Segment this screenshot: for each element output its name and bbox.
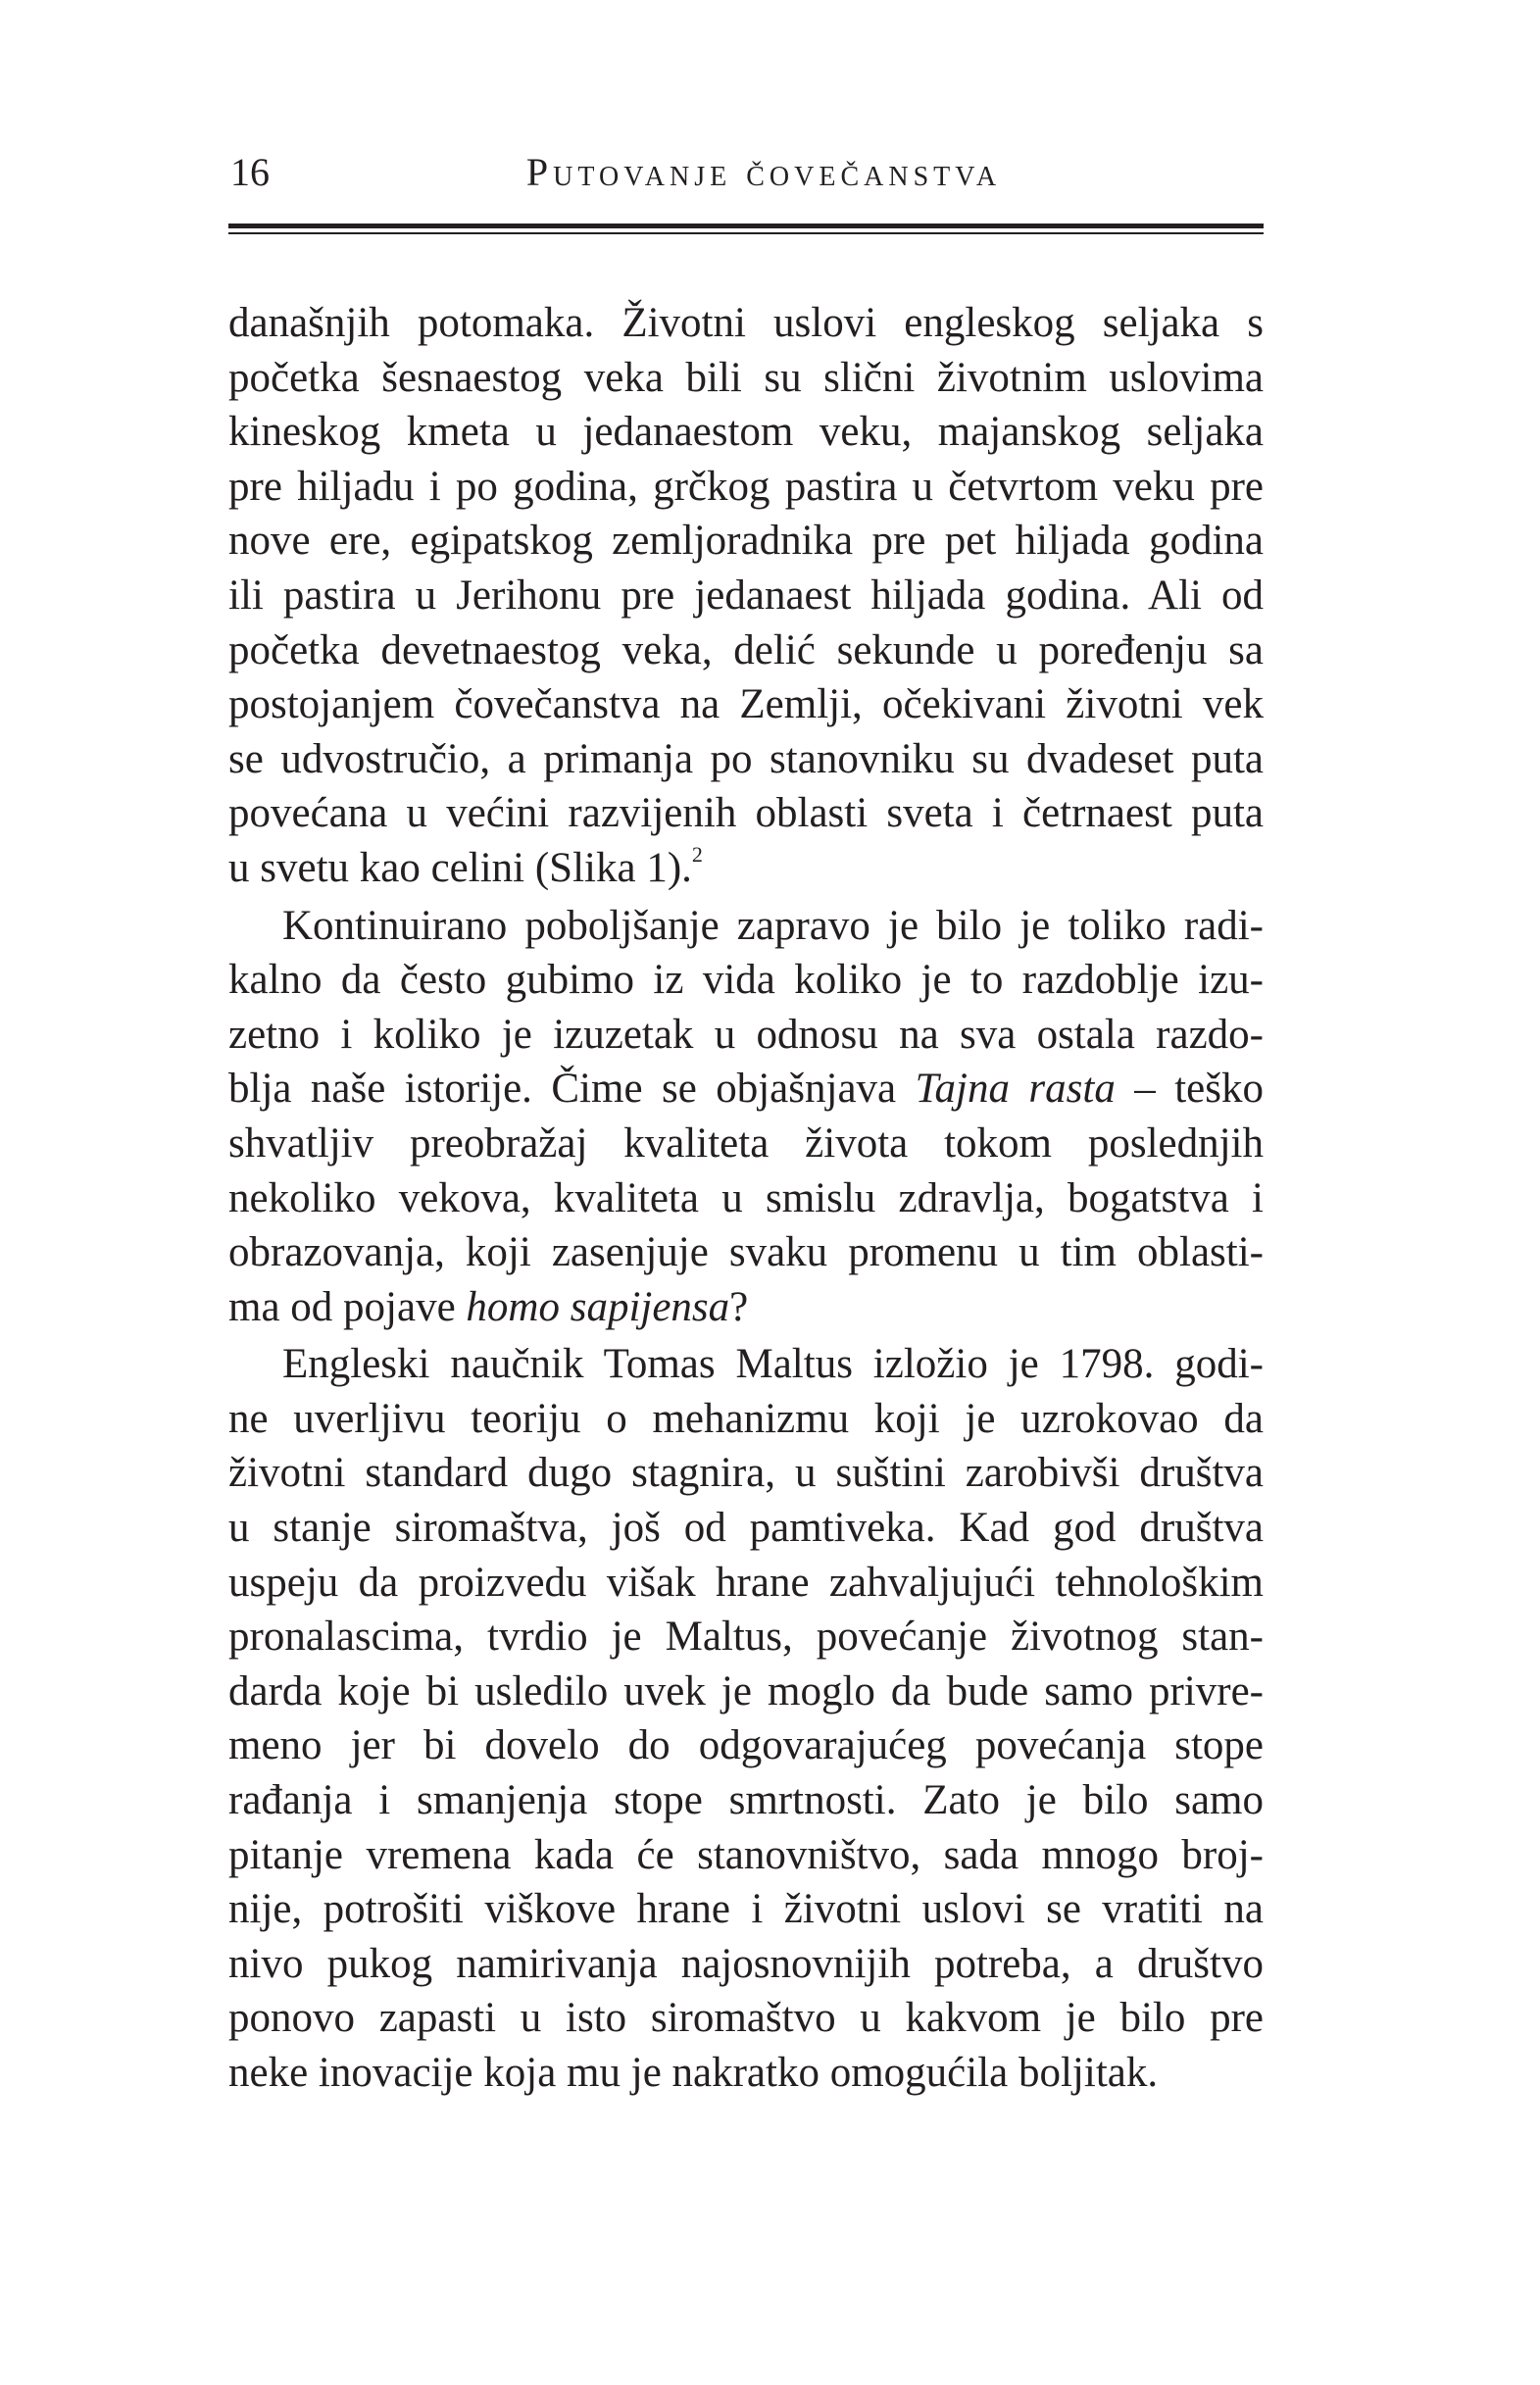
running-head: Putovanje čovečanstva [525,150,1002,194]
text-line: nove ere, egipatskog zemljoradnika pre pet hiljada godina [228,518,1264,565]
header-rule-thin [228,232,1264,234]
text-line: današnjih potomaka. Životni uslovi engleskog seljaka s [228,300,1264,346]
body-text [228,296,1264,2101]
species-term: homo sapijensa [466,1283,730,1330]
text-line: ponovo zapasti u isto siromaštvo u kakvom je bilo pre [228,1995,1264,2042]
text-line: kineskog kmeta u jedanaestom veku, majanskog seljaka [228,409,1264,456]
paragraph-2 [228,899,1264,1335]
text-line: zetno i koliko je izuzetak u odnosu na sva ostala razdo- [228,1011,1264,1058]
text-line: pre hiljadu i po godina, grčkog pastira u četvrtom veku pre [228,463,1264,510]
text-line: kalno da često gubimo iz vida koliko je to razdoblje izu- [228,957,1264,1004]
page-header [228,137,1264,196]
text-line: početka šesnaestog veka bili su slični životnim uslovima [228,354,1264,401]
text-line: nekoliko vekova, kvaliteta u smislu zdravlja, bogatstva i [228,1174,1264,1221]
text-line: shvatljiv preobražaj kvaliteta života tokom poslednjih [228,1119,1264,1167]
text-segment: ma od pojave [228,1283,467,1330]
paragraph-1 [228,296,1264,896]
footnote-reference: 2 [691,841,703,867]
text-line: Engleski naučnik Tomas Maltus izložio je 1798. godi- [282,1341,1264,1388]
text-segment: u svetu kao celini (Slika 1). [228,844,692,891]
text-line: postojanjem čovečanstva na Zemlji, očekivani životni vek [228,681,1264,728]
text-line: pronalascima, tvrdio je Maltus, povećanje životnog stan- [228,1614,1264,1661]
header-rule-thick [228,224,1264,228]
text-line: početka devetnaestog veka, delić sekunde u poređenju sa [228,626,1264,673]
text-line [228,1280,1264,1335]
text-line: ne uverljivu teoriju o mehanizmu koji je uzrokovao da [228,1395,1264,1442]
text-line: nije, potrošiti viškove hrane i životni uslovi se vratiti na [228,1886,1264,1933]
text-line: neke inovacije koja mu je nakratko omogućila boljitak. [228,2050,1159,2096]
text-line: povećana u većini razvijenih oblasti sveta i četrnaest puta [228,790,1264,837]
text-line: darda koje bi usledilo uvek je moglo da bude samo privre- [228,1667,1264,1714]
paragraph-3 [228,1337,1264,2100]
text-line: u stanje siromaštva, još od pamtiveka. Kad god društva [228,1505,1264,1552]
text-line: obrazovanja, koji zasenjuje svaku promenu u tim oblasti- [228,1229,1264,1276]
text-line: Kontinuirano poboljšanje zapravo je bilo je toliko radi- [282,902,1264,949]
page-number: 16 [230,150,270,194]
text-line: pitanje vremena kada će stanovništvo, sada mnogo broj- [228,1831,1264,1878]
text-line: meno jer bi dovelo do odgovarajućeg povećanja stope [228,1722,1264,1769]
text-segment: – teško [1115,1066,1264,1113]
text-line: nivo pukog namirivanja najosnovnijih potreba, a društvo [228,1940,1264,1987]
text-line: se udvostručio, a primanja po stanovniku su dvadeset puta [228,735,1264,782]
text-line: ili pastira u Jerihonu pre jedanaest hiljada godina. Ali od [228,571,1264,619]
text-line: rađanja i smanjenja stope smrtnosti. Zato je bilo samo [228,1777,1264,1824]
text-line: životni standard dugo stagnira, u suštini zarobivši društva [228,1450,1264,1497]
text-line [228,841,1264,896]
text-line: uspeju da proizvedu višak hrane zahvaljujući tehnološkim [228,1559,1264,1606]
text-segment: blja naše istorije. Čime se objašnjava [228,1066,916,1113]
text-line [228,1062,1264,1117]
text-segment: ? [729,1283,749,1330]
book-title: Tajna rasta [915,1066,1116,1113]
